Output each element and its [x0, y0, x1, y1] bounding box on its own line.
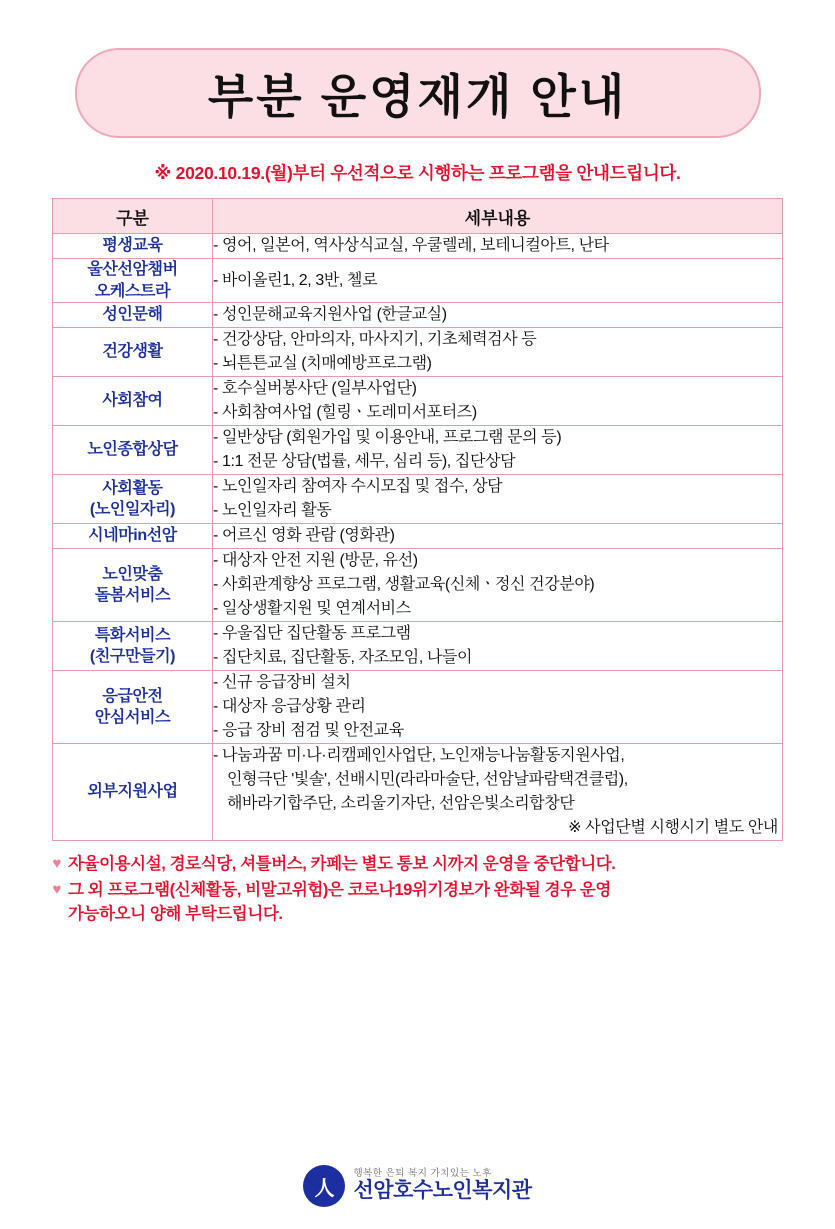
table-row	[53, 671, 783, 744]
detail-line: - 사회관계향상 프로그램, 생활교육(신체ㆍ정신 건강분야)	[213, 576, 595, 594]
notice-line: ※ 2020.10.19.(월)부터 우선적으로 시행하는 프로그램을 안내드립니다.	[154, 163, 681, 183]
footnote-text-block	[68, 879, 782, 927]
category-line: 울산선암챔버	[87, 261, 178, 278]
row-category	[53, 475, 213, 524]
category-line: 안심서비스	[94, 709, 171, 727]
table-header-row	[53, 199, 783, 234]
category-line: 시네마in선암	[88, 527, 177, 545]
footnote-item	[53, 853, 783, 877]
logo-name: 선암호수노인복지관	[353, 1179, 532, 1203]
table-head	[53, 199, 783, 234]
row-detail	[213, 303, 783, 328]
row-category	[53, 671, 213, 744]
row-category	[53, 328, 213, 377]
detail-line: - 어르신 영화 관람 (영화관)	[213, 527, 395, 545]
category-line: 응급안전	[102, 687, 163, 705]
page-title: 부분 운영재개 안내	[207, 69, 628, 123]
table-row	[53, 259, 783, 303]
category-line: 오케스트라	[94, 282, 171, 300]
row-category	[53, 622, 213, 671]
row-category	[53, 234, 213, 259]
category-line: (노인일자리)	[89, 501, 176, 519]
header-detail: 세부내용	[213, 199, 783, 234]
row-category	[53, 426, 213, 475]
detail-line: - 바이올린1, 2, 3반, 첼로	[213, 271, 378, 289]
detail-line: - 집단치료, 집단활동, 자조모임, 나들이	[213, 649, 473, 667]
detail-line: 해바라기합주단, 소리울기자단, 선암은빛소리합창단	[227, 795, 575, 813]
category-line: (친구만들기)	[89, 648, 176, 666]
row-category	[53, 744, 213, 841]
table-row	[53, 549, 783, 622]
row-detail	[213, 328, 783, 377]
detail-line: - 대상자 응급상황 관리	[213, 698, 366, 716]
table-row	[53, 377, 783, 426]
footnotes	[53, 853, 783, 927]
heart-icon: ♥	[52, 855, 62, 873]
row-detail	[213, 671, 783, 744]
row-detail	[213, 377, 783, 426]
detail-line: - 일상생활지원 및 연계서비스	[213, 600, 411, 618]
detail-note: ※ 사업단별 시행시기 별도 안내	[568, 819, 778, 837]
row-detail	[213, 259, 783, 303]
logo-tagline: 행복한 은퇴 복지 가치있는 노후	[353, 1167, 492, 1179]
detail-line: - 노인일자리 참여자 수시모집 및 접수, 상담	[213, 478, 503, 496]
detail-line: - 건강상담, 안마의자, 마사지기, 기초체력검사 등	[213, 331, 537, 349]
table-row	[53, 475, 783, 524]
table-row	[53, 303, 783, 328]
title-box	[75, 48, 761, 138]
detail-line: - 1:1 전문 상담(법률, 세무, 심리 등), 집단상담	[213, 453, 516, 471]
category-line: 사회활동	[102, 479, 163, 497]
category-line: 노인맞춤	[102, 565, 163, 583]
logo-texts	[353, 1169, 531, 1204]
table-row	[53, 328, 783, 377]
heart-icon: ♥	[52, 881, 62, 899]
logo-emblem-icon: 人	[303, 1165, 345, 1207]
table-row	[53, 426, 783, 475]
detail-line: - 나눔과꿈 미·나·리캠페인사업단, 노인재능나눔활동지원사업,	[213, 747, 625, 765]
detail-line: - 사회참여사업 (힐링ㆍ도레미서포터즈)	[213, 404, 477, 422]
category-line: 특화서비스	[94, 626, 171, 644]
category-line: 노인종합상담	[87, 441, 178, 459]
table-row	[53, 744, 783, 841]
detail-line: - 호수실버봉사단 (일부사업단)	[213, 380, 417, 398]
detail-line: - 응급 장비 점검 및 안전교육	[213, 722, 404, 740]
row-detail	[213, 622, 783, 671]
detail-line: - 영어, 일본어, 역사상식교실, 우쿨렐레, 보테니컬아트, 난타	[213, 237, 609, 254]
detail-line: - 우울집단 집단활동 프로그램	[213, 625, 411, 643]
row-category	[53, 524, 213, 549]
table-row	[53, 234, 783, 259]
category-line: 평생교육	[102, 237, 163, 255]
organization-logo	[0, 1165, 835, 1207]
row-category	[53, 377, 213, 426]
footnote-item	[53, 879, 783, 927]
category-line: 외부지원사업	[87, 783, 178, 801]
row-detail	[213, 426, 783, 475]
row-detail	[213, 475, 783, 524]
detail-line: - 노인일자리 활동	[213, 502, 332, 520]
detail-line: - 일반상담 (회원가입 및 이용안내, 프로그램 문의 등)	[213, 429, 562, 447]
detail-line: - 신규 응급장비 설치	[213, 674, 351, 692]
table-row	[53, 622, 783, 671]
detail-line: - 성인문해교육지원사업 (한글교실)	[213, 306, 447, 324]
detail-line: - 대상자 안전 지원 (방문, 유선)	[213, 552, 418, 570]
table-body	[53, 234, 783, 841]
row-category	[53, 549, 213, 622]
footnote-text: 자율이용시설, 경로식당, 셔틀버스, 카페는 별도 통보 시까지 운영을 중단합니다.	[68, 855, 616, 874]
row-detail	[213, 549, 783, 622]
category-line: 건강생활	[102, 343, 163, 361]
row-detail	[213, 744, 783, 841]
program-table	[52, 198, 783, 841]
detail-line: 인형극단 '빛솔', 선배시민(라라마술단, 선암날파람택견클럽),	[227, 771, 628, 789]
category-line: 성인문해	[102, 306, 163, 324]
row-category	[53, 303, 213, 328]
footnote-text-continuation: 가능하오니 양해 부탁드립니다.	[68, 905, 283, 924]
row-category	[53, 259, 213, 303]
category-line: 사회참여	[102, 392, 163, 410]
row-detail	[213, 234, 783, 259]
poster-page	[0, 48, 835, 1229]
header-category: 구분	[53, 199, 213, 234]
table-row	[53, 524, 783, 549]
row-detail	[213, 524, 783, 549]
title-banner	[44, 48, 791, 138]
category-line: 돌봄서비스	[94, 587, 171, 605]
footnote-text: 그 외 프로그램(신체활동, 비말고위험)은 코로나19위기경보가 완화될 경우 운영	[68, 881, 611, 900]
detail-line: - 뇌튼튼교실 (치매예방프로그램)	[213, 355, 432, 373]
